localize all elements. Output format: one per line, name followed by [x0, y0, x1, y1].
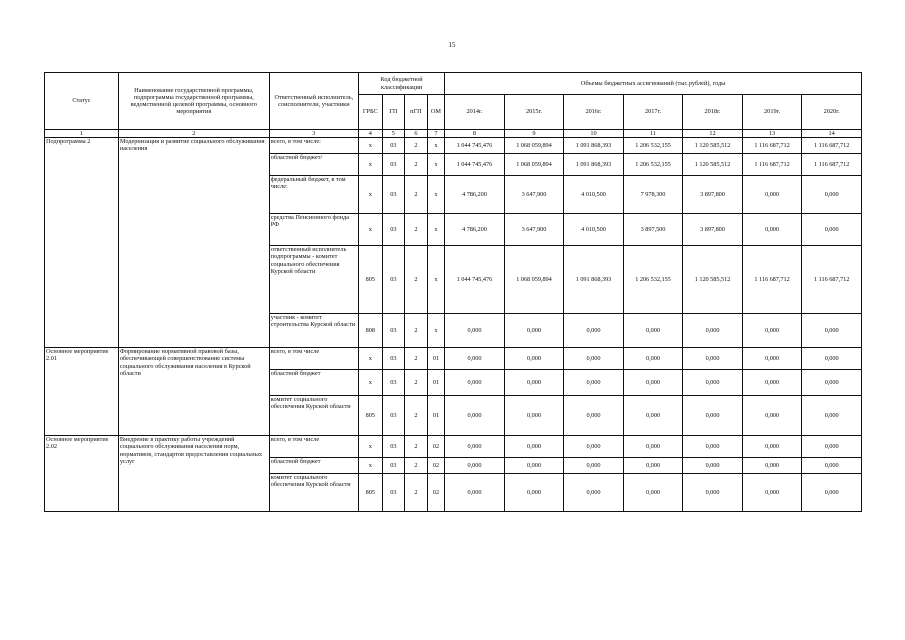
row-code-grbs: 805 — [359, 396, 383, 436]
row-value: 0,000 — [623, 348, 683, 370]
row-code-om: 02 — [427, 458, 444, 474]
row-value: 0,000 — [504, 436, 564, 458]
row-value: 1 044 745,476 — [445, 138, 505, 154]
row-code-gp: 03 — [382, 474, 405, 512]
row-value: 1 206 532,155 — [623, 138, 683, 154]
row-value: 3 897,800 — [683, 214, 743, 246]
row-code-gp: 03 — [382, 176, 405, 214]
row-code-om: х — [427, 246, 444, 314]
row-value: 0,000 — [623, 436, 683, 458]
row-value: 0,000 — [742, 396, 802, 436]
row-value: 4 786,200 — [445, 214, 505, 246]
row-value: 0,000 — [802, 370, 862, 396]
table-row — [45, 348, 862, 370]
row-code-om: 02 — [427, 436, 444, 458]
column-number: 12 — [683, 130, 743, 138]
row-code-pgp: 2 — [405, 176, 428, 214]
row-executor: областной бюджет — [269, 370, 358, 396]
row-value: 1 116 687,712 — [742, 154, 802, 176]
row-value: 0,000 — [683, 314, 743, 348]
row-value: 0,000 — [504, 458, 564, 474]
row-value: 0,000 — [742, 314, 802, 348]
row-value: 0,000 — [623, 370, 683, 396]
row-value: 1 044 745,476 — [445, 154, 505, 176]
row-code-grbs: х — [359, 458, 383, 474]
row-code-gp: 03 — [382, 246, 405, 314]
row-code-pgp: 2 — [405, 396, 428, 436]
budget-allocation-table — [44, 72, 862, 512]
row-code-om: х — [427, 154, 444, 176]
row-value: 0,000 — [683, 396, 743, 436]
row-executor: областной бюджет — [269, 458, 358, 474]
row-value: 0,000 — [683, 348, 743, 370]
row-code-pgp: 2 — [405, 436, 428, 458]
row-value: 7 978,300 — [623, 176, 683, 214]
column-number: 4 — [359, 130, 383, 138]
row-code-pgp: 2 — [405, 138, 428, 154]
row-code-om: 01 — [427, 348, 444, 370]
row-status: Основное мероприятие 2.02 — [45, 436, 119, 512]
row-value: 0,000 — [445, 348, 505, 370]
header-year: 2014г. — [445, 95, 505, 130]
header-name: Наименование государственной программы, подпрограммы государственной программы, ведомственной целевой программы, основного мероприятия — [118, 73, 269, 130]
row-code-gp: 03 — [382, 370, 405, 396]
row-status: Основное мероприятие 2.01 — [45, 348, 119, 436]
row-value: 0,000 — [623, 474, 683, 512]
row-value: 1 068 059,894 — [504, 138, 564, 154]
row-value: 0,000 — [742, 176, 802, 214]
row-value: 0,000 — [742, 370, 802, 396]
row-value: 0,000 — [564, 436, 624, 458]
row-executor: областной бюджет/ — [269, 154, 358, 176]
row-value: 0,000 — [742, 458, 802, 474]
row-value: 0,000 — [742, 348, 802, 370]
row-value: 0,000 — [802, 176, 862, 214]
row-value: 0,000 — [445, 314, 505, 348]
row-value: 4 010,500 — [564, 214, 624, 246]
row-value: 0,000 — [742, 436, 802, 458]
header-executor: Ответственный исполнитель, соисполнители, участники — [269, 73, 358, 130]
row-code-pgp: 2 — [405, 474, 428, 512]
row-value: 1 091 868,393 — [564, 138, 624, 154]
row-value: 1 116 687,712 — [742, 138, 802, 154]
row-value: 0,000 — [504, 370, 564, 396]
row-code-grbs: 805 — [359, 474, 383, 512]
header-year: 2017г. — [623, 95, 683, 130]
row-code-grbs: х — [359, 370, 383, 396]
page-number: 15 — [448, 41, 456, 49]
row-code-gp: 03 — [382, 436, 405, 458]
row-executor: средства Пенсионного фонда РФ — [269, 214, 358, 246]
row-code-pgp: 2 — [405, 348, 428, 370]
row-code-gp: 03 — [382, 348, 405, 370]
row-executor: всего, в том числе — [269, 348, 358, 370]
row-value: 3 897,800 — [683, 176, 743, 214]
row-value: 3 897,500 — [623, 214, 683, 246]
column-number: 3 — [269, 130, 358, 138]
row-value: 1 120 585,512 — [683, 246, 743, 314]
row-value: 0,000 — [445, 474, 505, 512]
row-code-gp: 03 — [382, 314, 405, 348]
row-code-pgp: 2 — [405, 154, 428, 176]
row-code-gp: 03 — [382, 458, 405, 474]
row-code-om: х — [427, 138, 444, 154]
row-value: 0,000 — [504, 474, 564, 512]
column-number: 2 — [118, 130, 269, 138]
column-number: 1 — [45, 130, 119, 138]
header-code-pgp: пГП — [405, 95, 428, 130]
row-value: 1 091 868,393 — [564, 246, 624, 314]
row-value: 3 647,900 — [504, 176, 564, 214]
row-code-grbs: х — [359, 154, 383, 176]
row-code-om: х — [427, 314, 444, 348]
row-value: 0,000 — [445, 458, 505, 474]
row-value: 3 647,900 — [504, 214, 564, 246]
row-name: Модернизация и развитие социального обслуживания населения — [118, 138, 269, 348]
row-value: 0,000 — [802, 214, 862, 246]
row-value: 0,000 — [445, 396, 505, 436]
row-value: 1 044 745,476 — [445, 246, 505, 314]
row-code-om: х — [427, 214, 444, 246]
row-value: 1 120 585,512 — [683, 138, 743, 154]
row-value: 0,000 — [802, 436, 862, 458]
column-number: 9 — [504, 130, 564, 138]
row-code-grbs: х — [359, 348, 383, 370]
row-value: 0,000 — [445, 436, 505, 458]
row-value: 0,000 — [742, 214, 802, 246]
row-code-gp: 03 — [382, 138, 405, 154]
row-executor: всего, в том числе: — [269, 138, 358, 154]
row-value: 1 206 532,155 — [623, 154, 683, 176]
row-value: 1 116 687,712 — [802, 138, 862, 154]
header-year: 2020г. — [802, 95, 862, 130]
row-value: 0,000 — [623, 314, 683, 348]
row-code-grbs: 808 — [359, 314, 383, 348]
row-value: 0,000 — [445, 370, 505, 396]
header-status: Статус — [45, 73, 119, 130]
header-volumes: Объемы бюджетных ассигнований (тыс.рублей), годы — [445, 73, 862, 95]
row-value: 0,000 — [564, 370, 624, 396]
header-year: 2015г. — [504, 95, 564, 130]
column-number: 10 — [564, 130, 624, 138]
row-code-gp: 03 — [382, 396, 405, 436]
row-value: 0,000 — [742, 474, 802, 512]
row-code-gp: 03 — [382, 214, 405, 246]
row-value: 0,000 — [504, 314, 564, 348]
row-name: Внедрение в практику работы учреждений социального обслуживания населения норм, нормативов, стандартов предоставления социальных услуг — [118, 436, 269, 512]
row-value: 0,000 — [802, 348, 862, 370]
row-value: 0,000 — [802, 458, 862, 474]
row-value: 0,000 — [564, 396, 624, 436]
row-code-om: 01 — [427, 370, 444, 396]
row-executor: всего, в том числе — [269, 436, 358, 458]
row-value: 1 206 532,155 — [623, 246, 683, 314]
row-value: 0,000 — [504, 396, 564, 436]
row-value: 0,000 — [802, 474, 862, 512]
row-code-grbs: х — [359, 138, 383, 154]
row-code-om: 01 — [427, 396, 444, 436]
row-value: 0,000 — [564, 314, 624, 348]
row-executor: комитет социального обеспечения Курской области — [269, 474, 358, 512]
header-year: 2018г. — [683, 95, 743, 130]
row-value: 0,000 — [623, 458, 683, 474]
row-executor: комитет социального обеспечения Курской области — [269, 396, 358, 436]
row-value: 1 116 687,712 — [802, 246, 862, 314]
row-name: Формирование нормативной правовой базы, обеспечивающей совершенствование системы социального обслуживания населения в Курской области — [118, 348, 269, 436]
row-code-grbs: х — [359, 436, 383, 458]
row-value: 0,000 — [802, 314, 862, 348]
row-value: 0,000 — [683, 436, 743, 458]
header-year: 2019г. — [742, 95, 802, 130]
row-code-pgp: 2 — [405, 458, 428, 474]
row-value: 1 116 687,712 — [802, 154, 862, 176]
row-value: 1 120 585,512 — [683, 154, 743, 176]
table-row — [45, 138, 862, 154]
column-number: 6 — [405, 130, 428, 138]
row-executor: участник - комитет строительства Курской области — [269, 314, 358, 348]
row-value: 0,000 — [623, 396, 683, 436]
column-number: 14 — [802, 130, 862, 138]
row-code-om: х — [427, 176, 444, 214]
row-value: 0,000 — [683, 458, 743, 474]
row-code-gp: 03 — [382, 154, 405, 176]
header-budget-code: Код бюджетной классификации — [359, 73, 445, 95]
row-code-grbs: 805 — [359, 246, 383, 314]
column-number: 5 — [382, 130, 405, 138]
row-value: 0,000 — [564, 474, 624, 512]
row-value: 1 091 868,393 — [564, 154, 624, 176]
row-value: 0,000 — [564, 348, 624, 370]
row-value: 4 786,200 — [445, 176, 505, 214]
column-number: 7 — [427, 130, 444, 138]
row-status: Подпрограмма 2 — [45, 138, 119, 348]
column-number: 8 — [445, 130, 505, 138]
header-code-om: ОМ — [427, 95, 444, 130]
row-code-pgp: 2 — [405, 246, 428, 314]
row-value: 1 068 059,894 — [504, 154, 564, 176]
header-code-gp: ГП — [382, 95, 405, 130]
column-number: 11 — [623, 130, 683, 138]
row-value: 1 116 687,712 — [742, 246, 802, 314]
row-value: 4 010,500 — [564, 176, 624, 214]
header-code-grbs: ГРБС — [359, 95, 383, 130]
row-code-om: 02 — [427, 474, 444, 512]
row-value: 0,000 — [683, 370, 743, 396]
row-code-pgp: 2 — [405, 314, 428, 348]
row-value: 1 068 059,894 — [504, 246, 564, 314]
column-number: 13 — [742, 130, 802, 138]
row-value: 0,000 — [504, 348, 564, 370]
row-executor: ответственный исполнитель подпрограммы - комитет социального обеспечения Курской области — [269, 246, 358, 314]
row-code-pgp: 2 — [405, 370, 428, 396]
row-code-pgp: 2 — [405, 214, 428, 246]
row-executor: федеральный бюджет, в том числе: — [269, 176, 358, 214]
row-code-grbs: х — [359, 176, 383, 214]
row-code-grbs: х — [359, 214, 383, 246]
row-value: 0,000 — [683, 474, 743, 512]
row-value: 0,000 — [564, 458, 624, 474]
row-value: 0,000 — [802, 396, 862, 436]
header-year: 2016г. — [564, 95, 624, 130]
table-row — [45, 436, 862, 458]
